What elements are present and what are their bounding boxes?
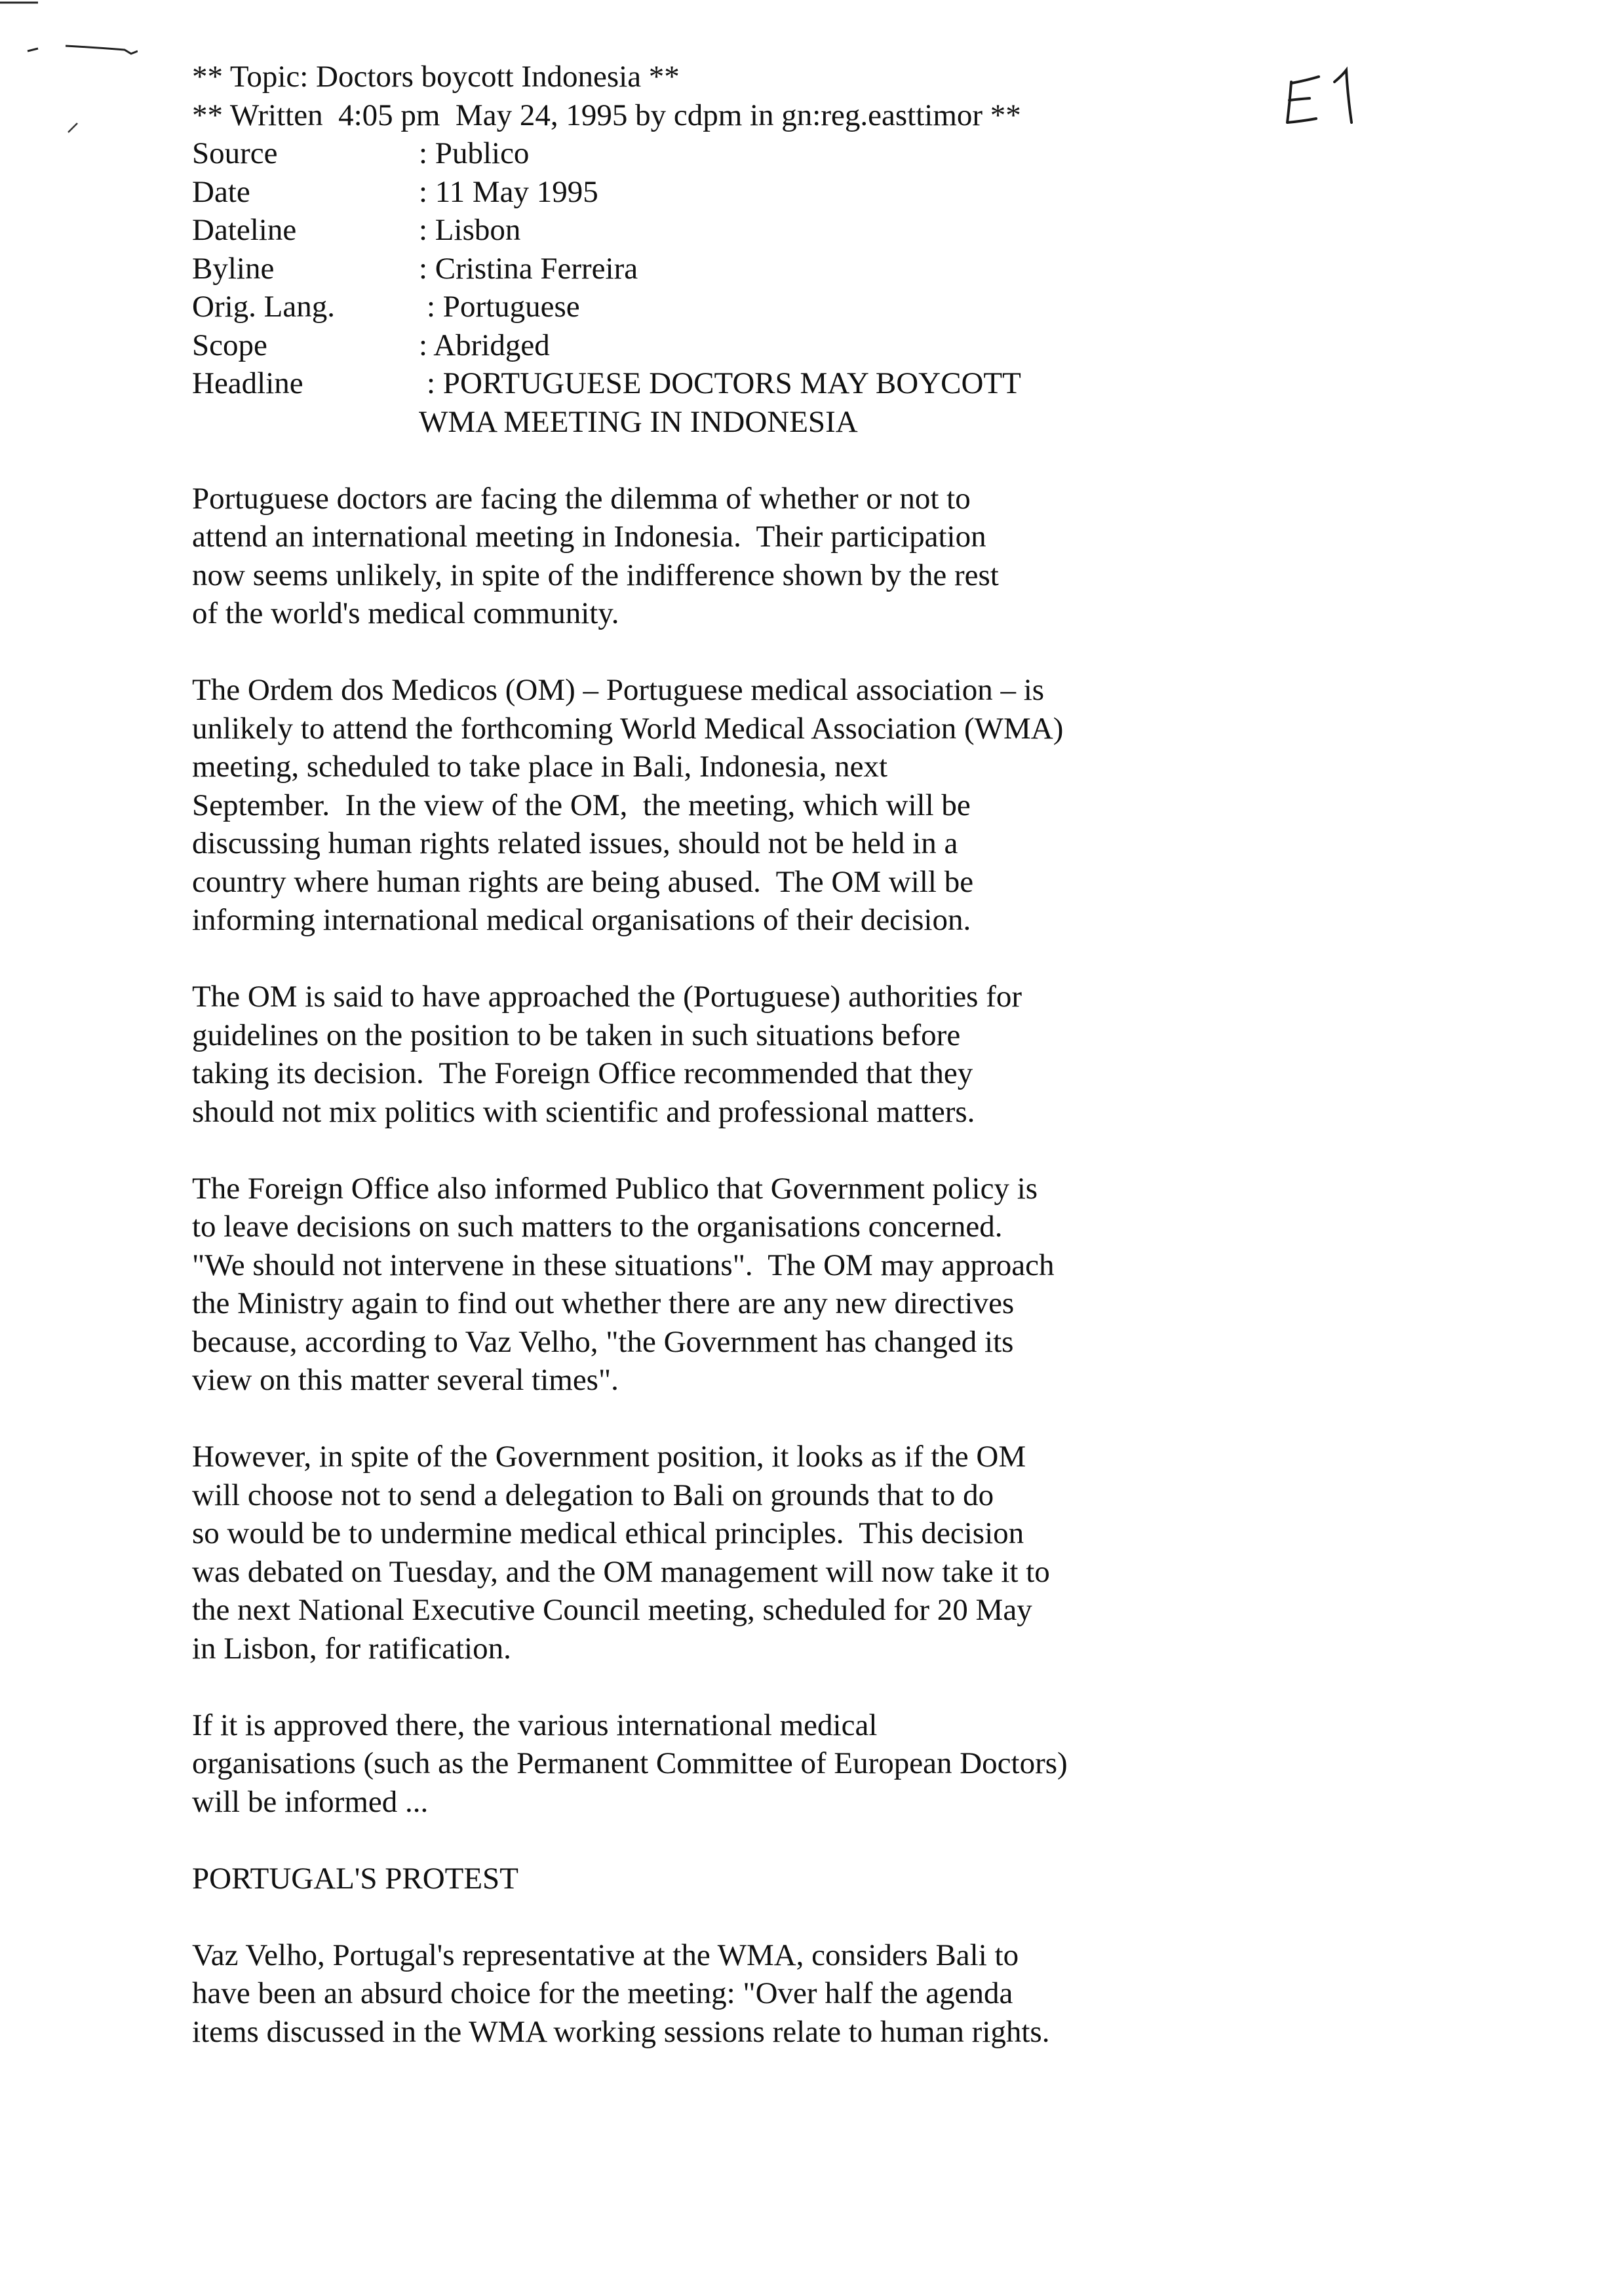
- field-byline: [192, 250, 1437, 288]
- headline-continuation: WMA MEETING IN INDONESIA: [419, 404, 858, 439]
- field-label: Date: [192, 174, 250, 209]
- paragraph-line: was debated on Tuesday, and the OM management will now take it to: [192, 1554, 1050, 1589]
- paragraph-line: will choose not to send a delegation to Bali on grounds that to do: [192, 1478, 994, 1512]
- paragraph-line: the Ministry again to find out whether there are any new directives: [192, 1286, 1015, 1320]
- field-label: Source: [192, 136, 278, 170]
- paragraph: [192, 480, 1437, 633]
- paragraph-line: "We should not intervene in these situations". The OM may approach: [192, 1248, 1055, 1282]
- paragraph-line: to leave decisions on such matters to the organisations concerned.: [192, 1210, 1003, 1244]
- paragraph-line: have been an absurd choice for the meeting: "Over half the agenda: [192, 1976, 1013, 2010]
- paragraph-line: The Ordem dos Medicos (OM) – Portuguese medical association – is: [192, 673, 1045, 707]
- paragraph-line: taking its decision. The Foreign Office recommended that they: [192, 1056, 973, 1090]
- paragraph-line: September. In the view of the OM, the meeting, which will be: [192, 788, 971, 822]
- paragraph-line: However, in spite of the Government position, it looks as if the OM: [192, 1440, 1026, 1474]
- paragraph: [192, 1936, 1437, 2052]
- field-value: : PORTUGUESE DOCTORS MAY BOYCOTT: [427, 366, 1021, 400]
- section-heading-text: PORTUGAL'S PROTEST: [192, 1861, 518, 1896]
- paragraph: [192, 1438, 1437, 1668]
- paragraph-line: Vaz Velho, Portugal's representative at the WMA, considers Bali to: [192, 1938, 1019, 1972]
- paragraph-line: informing international medical organisations of their decision.: [192, 903, 971, 937]
- field-value: : 11 May 1995: [419, 174, 598, 209]
- field-value: : Lisbon: [419, 213, 521, 247]
- paragraph-line: items discussed in the WMA working sessions relate to human rights.: [192, 2014, 1050, 2049]
- paragraph-line: of the world's medical community.: [192, 596, 619, 630]
- paragraph-line: now seems unlikely, in spite of the indifference shown by the rest: [192, 558, 999, 592]
- written-line: ** Written 4:05 pm May 24, 1995 by cdpm in gn:reg.easttimor **: [192, 98, 1021, 132]
- paragraph-line: The OM is said to have approached the (Portuguese) authorities for: [192, 980, 1022, 1014]
- paragraph-line: will be informed ...: [192, 1784, 429, 1819]
- field-label: Byline: [192, 251, 275, 286]
- field-value: : Publico: [419, 136, 530, 170]
- paragraph-line: Portuguese doctors are facing the dilemma of whether or not to: [192, 481, 971, 516]
- field-dateline: [192, 211, 1437, 250]
- paragraph-line: so would be to undermine medical ethical principles. This decision: [192, 1516, 1024, 1550]
- field-label: Orig. Lang.: [192, 290, 335, 324]
- paragraph-line: If it is approved there, the various international medical: [192, 1708, 878, 1742]
- message-body: [192, 58, 1437, 2051]
- paragraph-line: unlikely to attend the forthcoming World Medical Association (WMA): [192, 711, 1064, 746]
- paragraph-line: meeting, scheduled to take place in Bali, Indonesia, next: [192, 750, 888, 784]
- paragraph-line: should not mix politics with scientific and professional matters.: [192, 1094, 975, 1129]
- field-label: Scope: [192, 328, 267, 362]
- field-orig-lang: [192, 288, 1437, 326]
- topic-line: ** Topic: Doctors boycott Indonesia **: [192, 60, 680, 94]
- paragraph: [192, 1170, 1437, 1400]
- paragraph-line: because, according to Vaz Velho, "the Government has changed its: [192, 1324, 1014, 1359]
- paragraph-line: The Foreign Office also informed Publico that Government policy is: [192, 1171, 1038, 1206]
- field-label: Headline: [192, 366, 303, 400]
- paragraph-line: the next National Executive Council meeting, scheduled for 20 May: [192, 1593, 1032, 1627]
- paragraph-line: in Lisbon, for ratification.: [192, 1631, 511, 1666]
- paragraph-line: discussing human rights related issues, should not be held in a: [192, 826, 958, 860]
- paragraph-line: view on this matter several times".: [192, 1363, 619, 1397]
- field-source: [192, 134, 1437, 173]
- field-value: : Cristina Ferreira: [419, 251, 638, 286]
- paragraph-line: attend an international meeting in Indonesia. Their participation: [192, 520, 986, 554]
- field-headline: [192, 364, 1437, 403]
- paragraph: [192, 1706, 1437, 1822]
- field-label: Dateline: [192, 213, 297, 247]
- scan-mark-top: [0, 0, 39, 8]
- field-date: [192, 173, 1437, 212]
- paragraph-line: country where human rights are being abused. The OM will be: [192, 864, 974, 899]
- paragraph-line: guidelines on the position to be taken in such situations before: [192, 1018, 961, 1052]
- field-value: : Abridged: [419, 328, 550, 362]
- paragraph: [192, 978, 1437, 1131]
- field-scope: [192, 326, 1437, 365]
- field-value: : Portuguese: [427, 290, 580, 324]
- paragraph: [192, 671, 1437, 940]
- scan-mark-stroke: [26, 39, 138, 59]
- section-heading: [192, 1860, 1437, 1898]
- paragraph-line: organisations (such as the Permanent Committee of European Doctors): [192, 1746, 1068, 1780]
- scan-mark-tick: [66, 119, 81, 135]
